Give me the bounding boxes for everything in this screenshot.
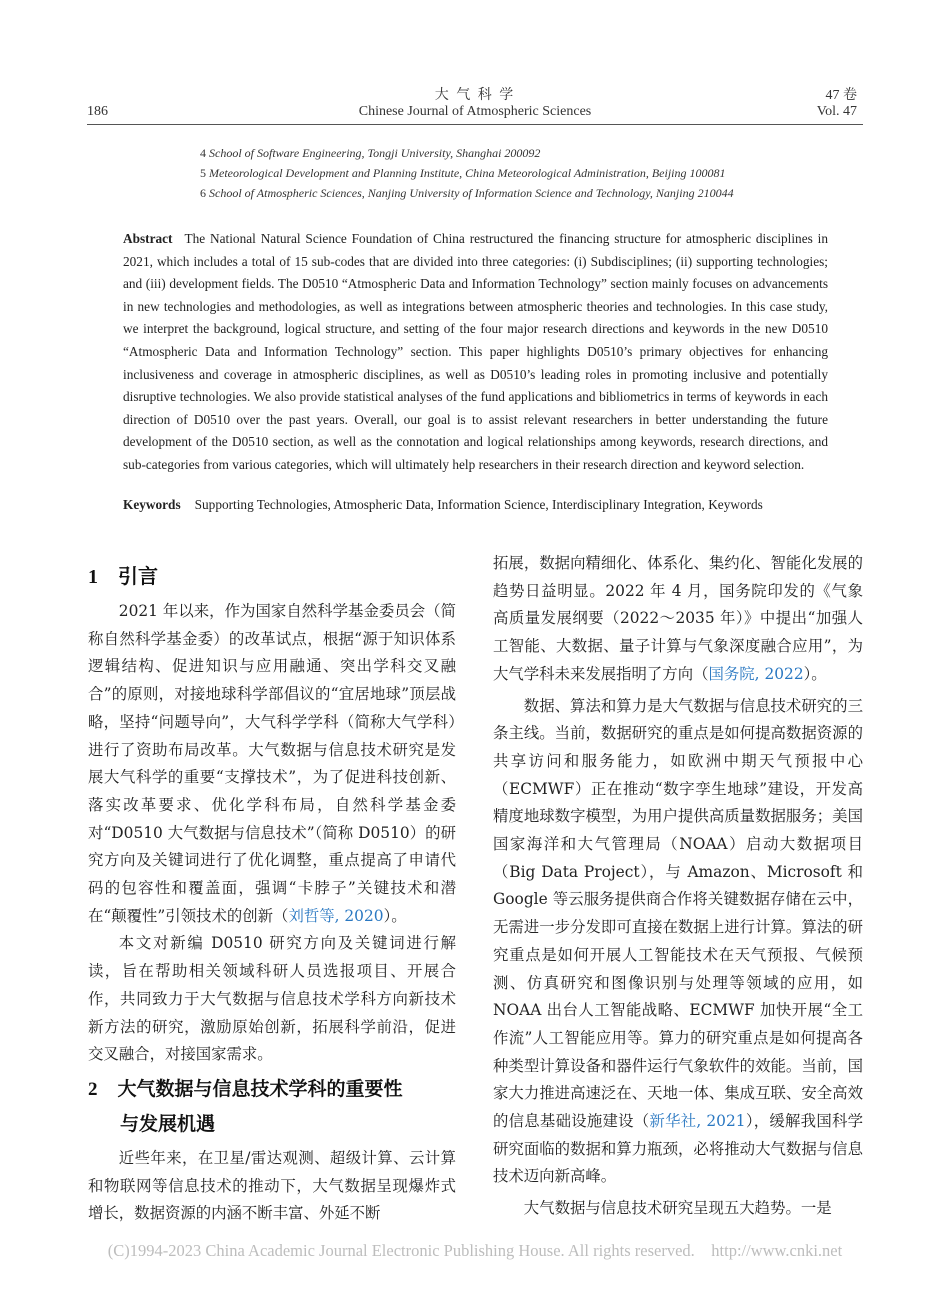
copyright-footer: (C)1994-2023 China Academic Journal Electronic Publishing House. All rights reserved. http://www.cnki.net xyxy=(107,1241,843,1260)
right-column xyxy=(493,550,863,1223)
section-1-heading xyxy=(88,560,158,589)
citation-link[interactable]: 刘哲等, 2020 xyxy=(288,906,384,925)
keywords-text: Supporting Technologies, Atmospheric Data, Information Science, Interdisciplinary Integration, Keywords xyxy=(194,497,763,512)
section-title-line-1: 大气数据与信息技术学科的重要性 xyxy=(117,1078,403,1100)
keywords xyxy=(123,497,843,513)
section-number: 1 xyxy=(88,566,98,588)
affiliation-text: Meteorological Development and Planning Institute, China Meteorological Administration, Beijing 100081 xyxy=(209,166,726,180)
section-2-heading xyxy=(88,1072,458,1141)
left-column-intro xyxy=(88,598,456,1069)
citation-link[interactable]: 新华社, 2021 xyxy=(649,1112,746,1131)
paragraph: 近些年来，在卫星/雷达观测、超级计算、云计算和物联网等信息技术的推动下，大气数据呈现爆炸式增长，数据资源的内涵不断丰富、外延不断 xyxy=(88,1149,456,1223)
left-column-section-2 xyxy=(88,1145,456,1228)
paragraph: 本文对新编 D0510 研究方向及关键词进行解读，旨在帮助相关领域科研人员选报项目、开展合作，共同致力于大气数据与信息技术学科方向新技术新方法的研究，激励原始创新，拓展科学前沿，促进交叉融合，对接国家需求。 xyxy=(88,934,456,1064)
paragraph: 大气数据与信息技术研究呈现五大趋势。一是 xyxy=(523,1199,832,1218)
keywords-label: Keywords xyxy=(123,497,181,512)
header-rule xyxy=(87,124,863,125)
affiliation-number: 6 xyxy=(200,186,206,200)
affiliation-6 xyxy=(200,186,734,201)
section-title-line-2: 与发展机遇 xyxy=(120,1113,216,1135)
abstract-text: The National Natural Science Foundation of China restructured the financing structure for atmospheric disciplines in 2021, which includes a total of 15 sub-codes that are divided into three categories: (i) Subdisciplines; (ii) supporting technologies; and (iii) development fields. The D0510 “Atmospheric Data and Information Technology” section mainly focuses on advancements in new technologies and methodologies, as well as integrations between atmospheric theories and technologies. In this case study, we interpret the background, logical structure, and setting of the four major research directions and keywords in the new D0510 “Atmospheric Data and Information Technology” section. This paper highlights D0510’s primary objectives for enhancing inclusiveness and coverage in atmospheric disciplines, as well as D0510’s leading roles in promoting inclusive and potentially disruptive technologies. We also provide statistical analyses of the fund applications and bibliometrics in terms of keywords in each direction of D0510 over the past years. Overall, our goal is to assist relevant researchers in better understanding the future development of the D0510 section, as well as the connotation and logical relationships among keywords, research directions, and sub-categories from various categories, which will ultimately help researchers in their research direction and keyword selection. xyxy=(123,231,828,472)
section-number: 2 xyxy=(88,1079,98,1100)
affiliation-number: 4 xyxy=(200,146,206,160)
page-number: 186 xyxy=(87,104,108,119)
volume-en: Vol. 47 xyxy=(816,104,857,119)
affiliation-number: 5 xyxy=(200,166,206,180)
journal-title-cn: 大 气 科 学 xyxy=(434,88,516,103)
abstract xyxy=(123,228,828,477)
journal-title-en: Chinese Journal of Atmospheric Sciences xyxy=(358,104,592,119)
affiliation-5 xyxy=(200,166,726,181)
paragraph: 拓展，数据向精细化、体系化、集约化、智能化发展的趋势日益明显。2022 年 4 月，国务院印发的《气象高质量发展纲要（2022～2035 年）》中提出“加强人工智能、大数据、量子计算与气象深度融合应用”，为大气学科未来发展指明了方向（国务院, 2022）。 xyxy=(493,554,863,683)
citation-link[interactable]: 国务院, 2022 xyxy=(708,664,804,683)
affiliation-text: School of Atmospheric Sciences, Nanjing University of Information Science and Technology, Nanjing 210044 xyxy=(209,186,734,200)
affiliation-4 xyxy=(200,146,540,161)
paragraph: 2021 年以来，作为国家自然科学基金委员会（简称自然科学基金委）的改革试点，根据“源于知识体系逻辑结构、促进知识与应用融通、突出学科交叉融合”的原则，对接地球科学部倡议的“宜居地球”顶层战略，坚持“问题导向”，大气科学学科（简称大气学科）进行了资助布局改革。大气数据与信息技术研究是发展大气科学的重要“支撑技术”，为了促进科技创新、落实改革要求、优化学科布局，自然科学基金委对“D0510 大气数据与信息技术”（简称 D0510）的研究方向及关键词进行了优化调整，重点提高了申请代码的包容性和覆盖面，强调“卡脖子”关键技术和潜在“颠覆性”引领技术的创新（刘哲等, 2020）。 xyxy=(88,602,456,925)
section-title: 引言 xyxy=(118,564,158,588)
affiliation-text: School of Software Engineering, Tongji University, Shanghai 200092 xyxy=(209,146,541,160)
volume-cn: 47 卷 xyxy=(825,88,857,103)
abstract-label: Abstract xyxy=(123,231,173,246)
paragraph: 数据、算法和算力是大气数据与信息技术研究的三条主线。当前，数据研究的重点是如何提高数据资源的共享访问和服务能力，如欧洲中期天气预报中心（ECMWF）正在推动“数字孪生地球”建设，开发高精度地球数字模型，为用户提供高质量数据服务；美国国家海洋和大气管理局（NOAA）启动大数据项目（Big Data Project），与 Amazon、Microsoft 和 Google 等云服务提供商合作将关键数据存储在云中，无需进一步分发即可直接在数据上进行计算。算法的研究重点是如何开展人工智能技术在天气预报、气候预测、仿真研究和图像识别与处理等领域的应用，如 NOAA 出台人工智能战略、ECMWF 加快开展“全工作流”人工智能应用等。算力的研究重点是如何提高各种类型计算设备和器件运行气象软件的效能。当前，国家大力推进高速泛在、天地一体、集成互联、安全高效的信息基础设施建设（新华社, 2021），缓解我国科学研究面临的数据和算力瓶颈，必将推动大气数据与信息技术迈向新高峰。 xyxy=(493,696,863,1186)
